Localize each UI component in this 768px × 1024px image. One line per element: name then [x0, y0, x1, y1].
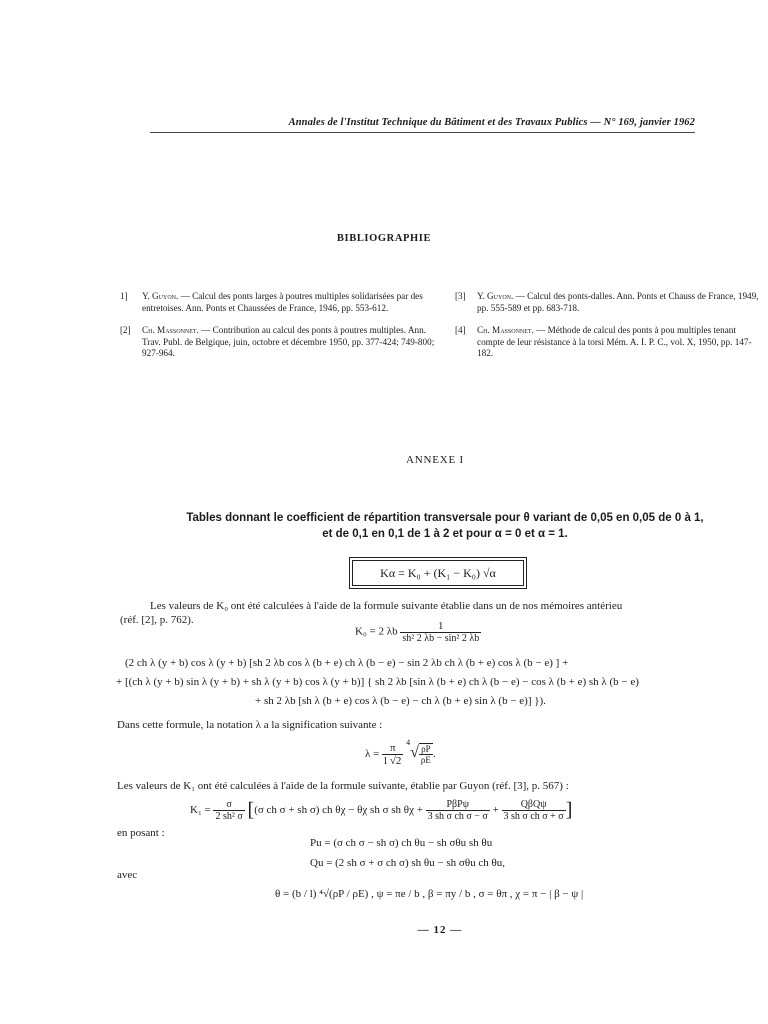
en-posant: en posant :	[117, 827, 165, 839]
bib-author: Ch. Massonnet.	[142, 325, 199, 335]
avec: avec	[117, 869, 138, 881]
header-rule	[150, 132, 695, 133]
sqrt-icon: √	[410, 744, 419, 761]
k1-formula	[190, 799, 572, 822]
paragraph-k0-line-1: Les valeurs de K₀ ont été calculées à l'aide de la formule suivante établie dans un de nos mémoires antérieu	[150, 600, 623, 612]
bib-text: — Calcul des ponts larges à poutres multiples solidarisées par des entretoises. Ann. Ponts et Chaussées de France, 1946, pp. 553-612.	[142, 291, 423, 313]
bib-author: Ch. Massonnet.	[477, 325, 534, 335]
k1-prefactor	[213, 799, 244, 822]
open-bracket-icon: [	[247, 799, 255, 821]
bib-text: — Méthode de calcul des ponts à pou multiples tenant compte de leur résistance à la torsi Mém. A. I. P. C., vol. X, 1950, pp. 147-182.	[477, 325, 752, 358]
bib-num: [3]	[455, 291, 466, 301]
tables-title-line-2: et de 0,1 en 0,1 de 1 à 2 et pour α = 0 et α = 1.	[322, 528, 568, 540]
running-head: Annales de l'Institut Technique du Bâtiment et des Travaux Publics — N° 169, janvier 1962	[288, 117, 695, 128]
k0-denominator: sh² 2 λb − sin² 2 λb	[402, 633, 480, 644]
k0-formula-head	[355, 620, 481, 644]
lambda-fraction	[382, 742, 403, 767]
lambda-numerator: π	[382, 742, 403, 755]
bib-entry-4	[455, 325, 765, 360]
theta-definitions: θ = (b / l) ⁴√(ρP / ρE) , ψ = πe / b , β = πy / b , σ = θπ , χ = π − | β − ψ |	[275, 888, 584, 900]
k1-f2-num: QβQψ	[502, 799, 566, 811]
qu-formula: Qu = (2 sh σ + σ ch σ) sh θu − sh σθu ch θu,	[310, 857, 506, 869]
k0-line-1: (2 ch λ (y + b) cos λ (y + b) [sh 2 λb cos λ (b + e) ch λ (b − e) − sin 2 λb ch λ (b + e) cos λ (b − e) ] +	[125, 657, 569, 669]
lambda-radicand	[419, 743, 433, 765]
k1-pre-num: σ	[213, 799, 244, 811]
k0-fraction	[400, 620, 481, 644]
k1-fraction-1	[426, 799, 490, 822]
k0-line-3: + sh 2 λb [sh λ (b + e) cos λ (b − e) − ch λ (b + e) sin λ (b − e)] }).	[255, 695, 546, 707]
bib-num: [4]	[455, 325, 466, 335]
paragraph-k1-intro: Les valeurs de K₁ ont été calculées à l'aide de la formule suivante, établie par Guyon (réf. [3], p. 567) :	[117, 780, 569, 792]
k0-numerator: 1	[400, 620, 481, 633]
bib-entry-1	[120, 291, 438, 314]
k1-pre-den: 2 sh² σ	[215, 811, 243, 822]
bib-text: — Contribution au calcul des ponts à poutres multiples. Ann. Trav. Publ. de Belgique, juin, octobre et décembre 1950, pp. 377-424; 749-800; 927-964.	[142, 325, 435, 358]
page-number: — 12 —	[417, 924, 463, 936]
bibliography-title: BIBLIOGRAPHIE	[336, 233, 432, 244]
bib-text: — Calcul des ponts-dalles. Ann. Ponts et Chauss de France, 1949, pp. 555-589 et pp. 683-718.	[477, 291, 759, 313]
lambda-lhs: λ =	[365, 748, 380, 760]
tables-title	[120, 510, 768, 542]
annexe-title: ANNEXE I	[405, 454, 465, 466]
pu-formula: Pu = (σ ch σ − sh σ) ch θu − sh σθu sh θu	[310, 837, 493, 849]
lambda-denominator: l √2	[384, 754, 402, 767]
k1-f2-den: 3 sh σ ch σ + σ	[503, 811, 564, 822]
bib-author: Y. Guyon.	[142, 291, 179, 301]
bib-num: [2]	[120, 325, 131, 335]
bib-author: Y. Guyon.	[477, 291, 514, 301]
bib-entry-2	[120, 325, 438, 360]
lambda-end: .	[432, 748, 436, 760]
boxed-formula: Kα = K₀ + (K₁ − K₀) √α	[352, 560, 524, 586]
bib-num: 1]	[120, 291, 128, 301]
k1-f1-den: 3 sh σ ch σ − σ	[427, 811, 488, 822]
bib-entry-3	[455, 291, 765, 314]
k1-fraction-2	[502, 799, 566, 822]
lambda-rad-num: ρP	[419, 744, 433, 755]
k0-lhs: K₀ = 2 λb	[355, 625, 398, 638]
k1-f1-num: PβPψ	[426, 799, 490, 811]
lambda-rad-den: ρE	[420, 755, 431, 766]
paragraph-lambda-intro: Dans cette formule, la notation λ a la signification suivante :	[117, 719, 383, 731]
tables-title-line-1: Tables donnant le coefficient de répartition transversale pour θ variant de 0,05 en 0,05 de 0 à 1,	[186, 512, 704, 524]
k0-line-2: + [(ch λ (y + b) sin λ (y + b) + sh λ (y + b) cos λ (y + b)] { sh 2 λb [sin λ (b + e) ch λ (b − e) − cos λ (b + e) sh λ (b − e)	[116, 676, 639, 688]
paragraph-k0-line-2: (réf. [2], p. 762).	[120, 614, 194, 626]
lambda-formula	[365, 738, 436, 767]
k1-mid: (σ ch σ + sh σ) ch θχ − θχ sh σ sh θχ +	[254, 804, 423, 817]
close-bracket-icon: ]	[565, 799, 573, 821]
lambda-root-index: 4	[406, 738, 411, 747]
k1-plus: +	[492, 804, 499, 817]
k1-lhs: K₁ =	[190, 804, 211, 817]
